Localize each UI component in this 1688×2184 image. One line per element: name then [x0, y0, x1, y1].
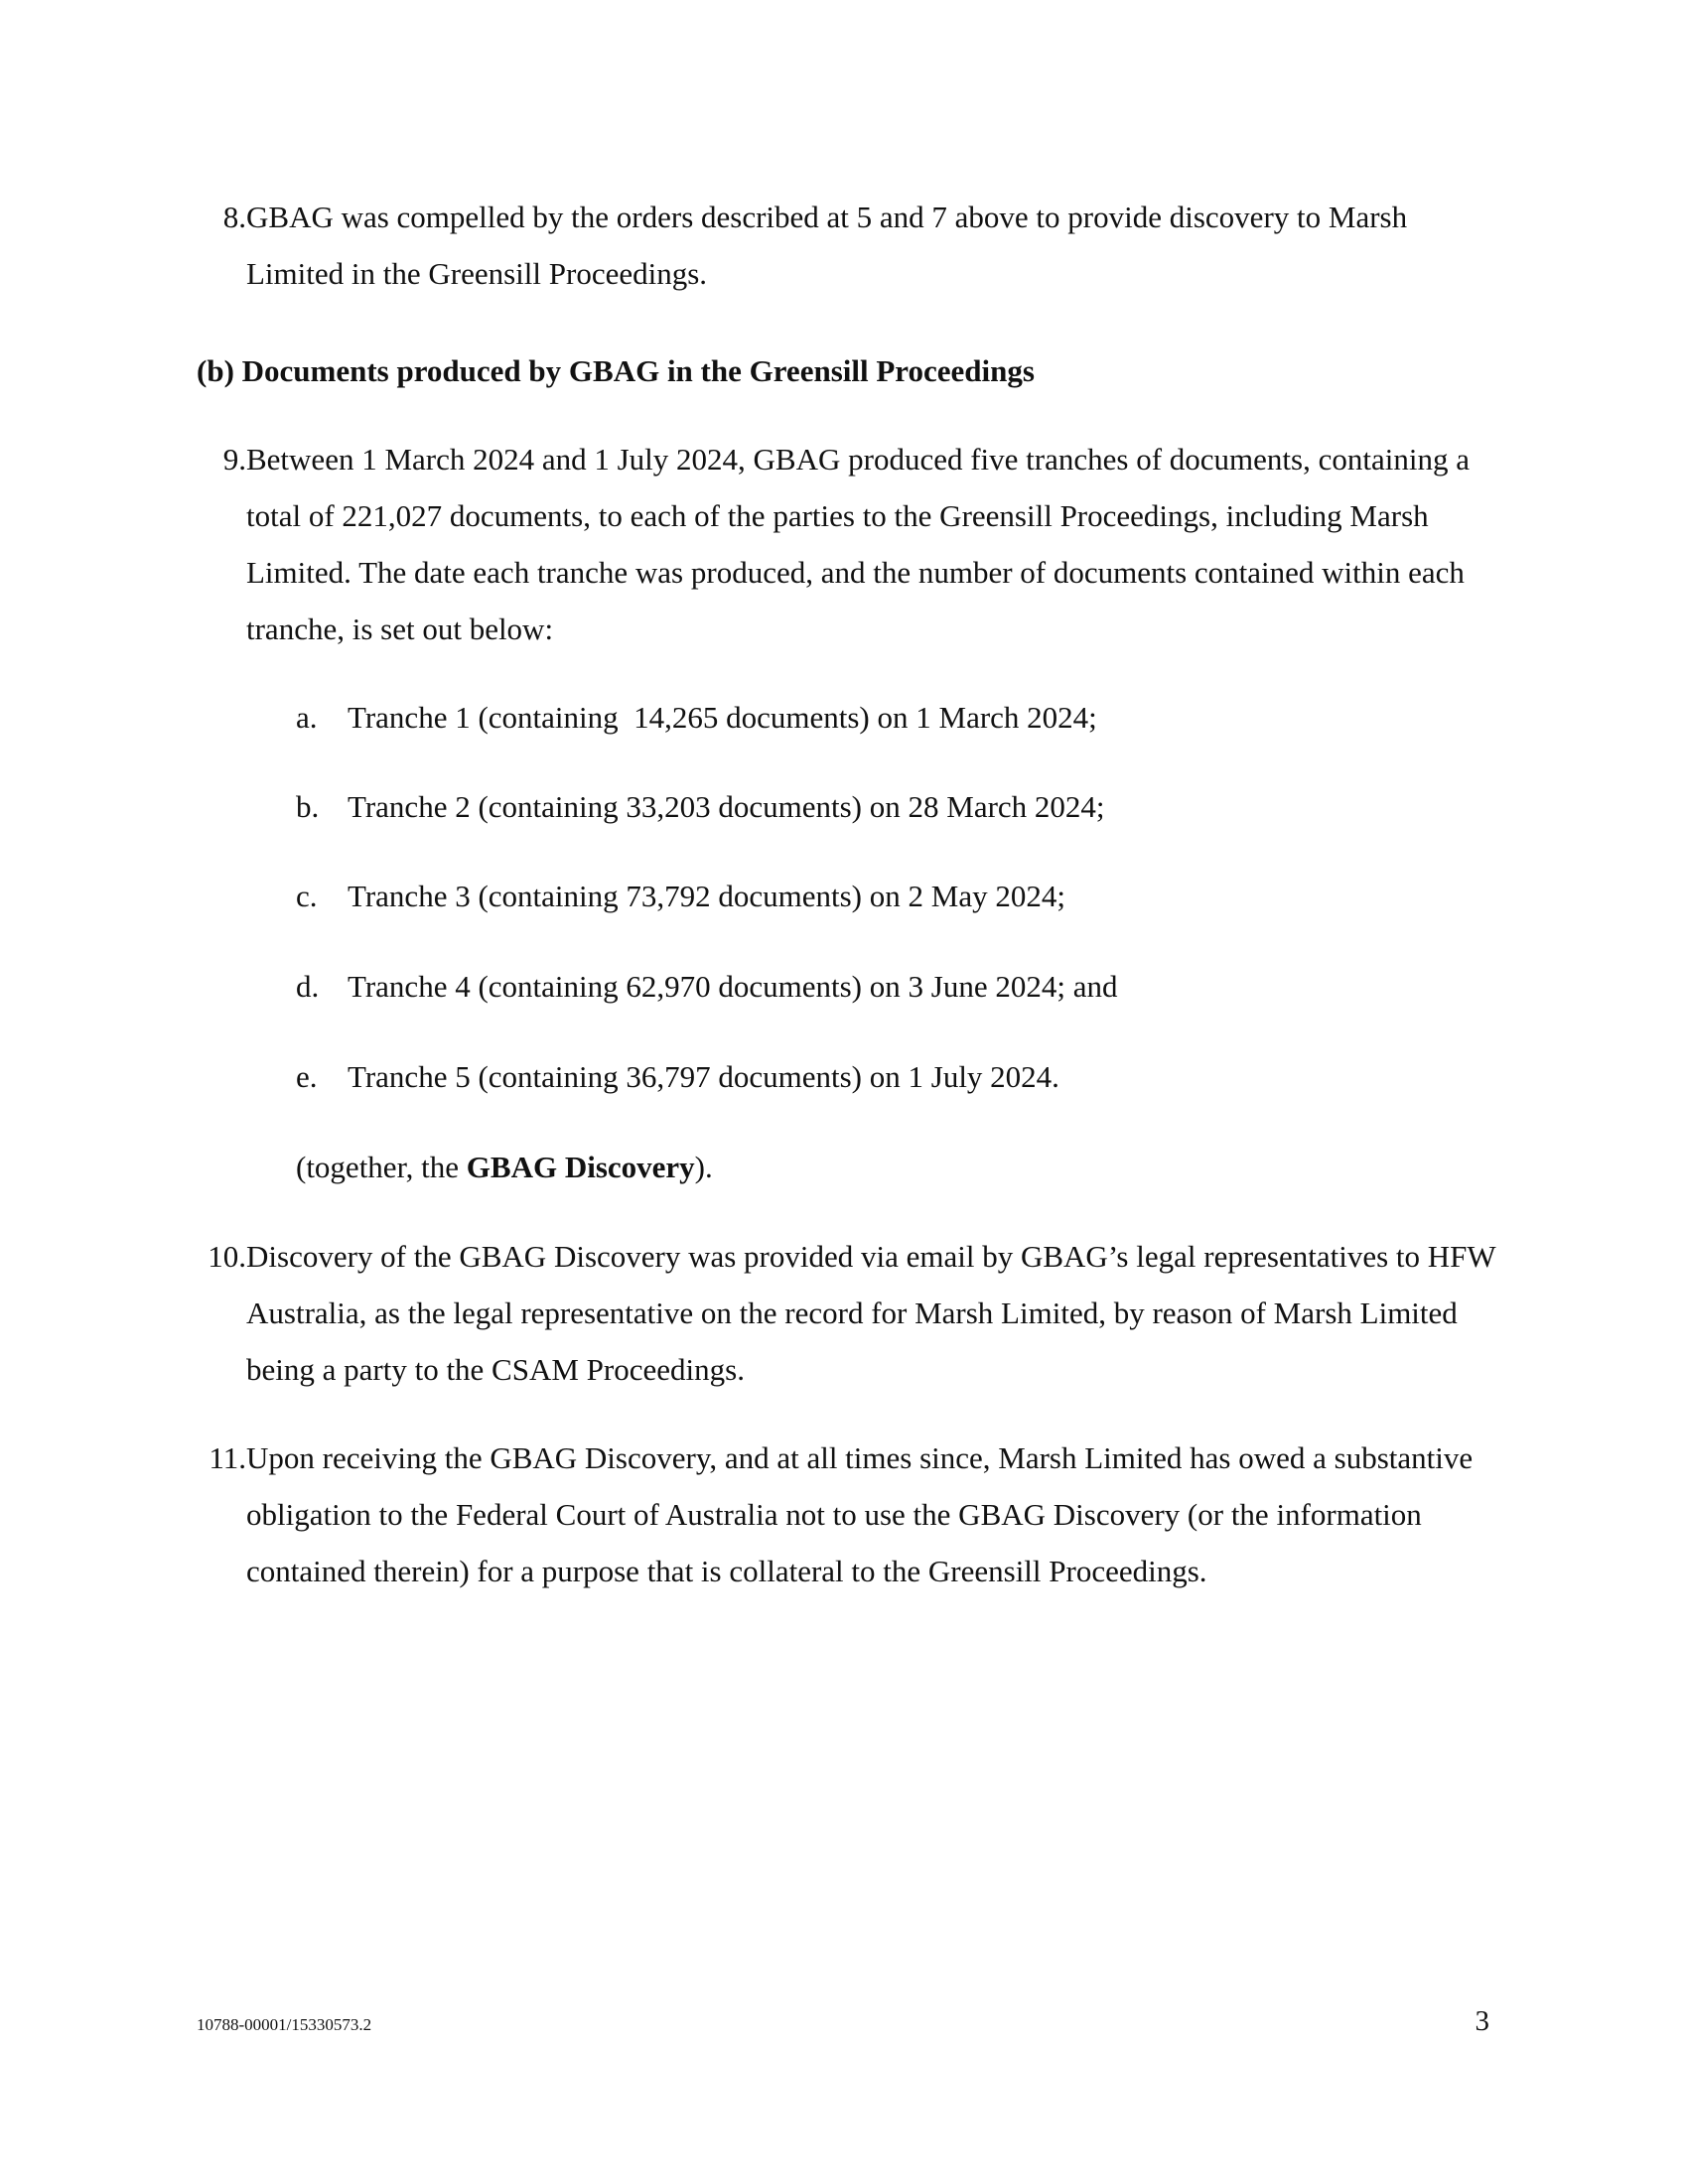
tranche-letter: c. — [296, 879, 318, 913]
defined-term-sentence — [296, 1139, 713, 1195]
paragraph-number: 10. — [208, 1239, 246, 1274]
paragraph-text: GBAG was compelled by the orders described at 5 and 7 above to provide discovery to Marsh Limited in the Greensill Proceedings. — [246, 200, 1408, 291]
tranche-letter: a. — [296, 700, 318, 735]
tranche-text: Tranche 5 (containing 36,797 documents) on 1 July 2024. — [348, 1059, 1059, 1094]
paragraph-number: 8. — [222, 200, 246, 234]
paragraph-text: Discovery of the GBAG Discovery was provided via email by GBAG’s legal representatives to HFW Australia, as the legal representative on the record for Marsh Limited, by reason of Marsh Limited being a party to the CSAM Proceedings. — [246, 1239, 1496, 1387]
defined-term: GBAG Discovery — [466, 1150, 695, 1184]
section-heading-b: (b) Documents produced by GBAG in the Greensill Proceedings — [197, 353, 1035, 388]
tranche-letter: b. — [296, 789, 320, 824]
tranche-letter: e. — [296, 1059, 318, 1094]
tranche-text: Tranche 2 (containing 33,203 documents) on 28 March 2024; — [348, 789, 1105, 824]
paragraph-number: 9. — [222, 442, 246, 477]
page-number: 3 — [1475, 2005, 1489, 2037]
paragraph-text: Between 1 March 2024 and 1 July 2024, GBAG produced five tranches of documents, containing a total of 221,027 documents, to each of the parties to the Greensill Proceedings, including Marsh Limited. The date each tranche was produced, and the number of documents contained within each tranche, is set out below: — [246, 442, 1470, 646]
document-reference: 10788-00001/15330573.2 — [197, 2015, 372, 2034]
paragraph-number: 11. — [209, 1440, 246, 1475]
tranche-text: Tranche 4 (containing 62,970 documents) on 3 June 2024; and — [348, 969, 1118, 1004]
tranche-letter: d. — [296, 969, 320, 1004]
together-after: ). — [694, 1150, 713, 1184]
tranche-text: Tranche 3 (containing 73,792 documents) on 2 May 2024; — [348, 879, 1065, 913]
tranche-text: Tranche 1 (containing 14,265 documents) on 1 March 2024; — [348, 700, 1097, 735]
together-before: (together, the — [296, 1150, 467, 1184]
paragraph-text: Upon receiving the GBAG Discovery, and at all times since, Marsh Limited has owed a substantive obligation to the Federal Court of Australia not to use the GBAG Discovery (or the information contained therein) for a purpose that is collateral to the Greensill Proceedings. — [246, 1440, 1474, 1588]
